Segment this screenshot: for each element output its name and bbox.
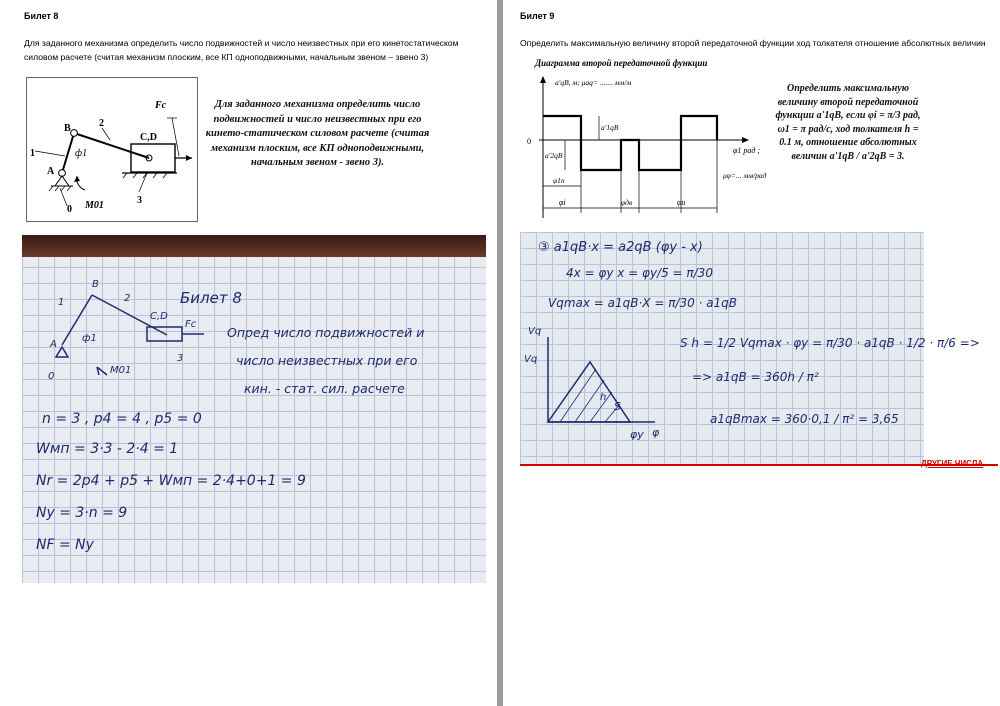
label-1: 1: [30, 148, 35, 159]
hw-sketch-label: B: [92, 279, 99, 290]
figure-side-text: Для заданного механизма определить число подвижностей и число неизвестных при его кинето-статическом силовом расчете (считая механизм плоским, все КП одноподвижными, начальным звеном - звено 3).: [205, 99, 430, 168]
hw-axis-label: S: [614, 400, 621, 413]
diagram-title: Диаграмма второй передаточной функции: [535, 58, 708, 68]
ticket-title: Билет 8: [24, 11, 59, 21]
diagram-side-text: Определить максимальную величину второй передаточной функции a'1qB, если φi = π/3 рад, ω1 = π рад/с, ход толкателя h = 0.1 м, отношение абсолютных величин a'1qB / a'2qB = 3.: [775, 83, 921, 162]
task-text: Для заданного механизма определить число подвижностей и число неизвестных при его кинетостатическом силовом расчете (считая механизм плоским, все КП одноподвижными, начальным звеном – звено 3): [24, 38, 459, 62]
diagram-phi-dw: φдв: [621, 198, 633, 207]
hw-formula: Nr = 2p4 + p5 + Wмп = 2·4+0+1 = 9: [36, 473, 306, 489]
hw-formula: n = 3 , p4 = 4 , p5 = 0: [42, 411, 202, 427]
ticket-title: Билет 9: [520, 11, 555, 21]
label-M01: M01: [85, 200, 104, 211]
hw-formula: Wмп = 3·3 - 2·4 = 1: [36, 441, 179, 457]
hw-formula: NF = Ny: [36, 537, 94, 553]
hw-sketch-label: C,D: [150, 311, 168, 322]
hw-sketch-label: Fc: [185, 319, 197, 330]
hw-axis-label: φ: [652, 426, 660, 439]
page-ticket-9: [503, 0, 1000, 706]
hw-formula: Ny = 3·n = 9: [36, 505, 128, 521]
label-phi1: ф1: [75, 148, 88, 159]
hw-sketch-label: ф1: [82, 333, 97, 344]
other-numbers-link[interactable]: ДРУГИЕ ЧИСЛА: [921, 459, 984, 468]
diagram-upper-level: a'1qB: [601, 123, 619, 132]
label-CD: C,D: [140, 132, 157, 143]
mechanism-figure: [26, 77, 198, 222]
diagram-plot: [517, 58, 777, 223]
hw-sketch-label: 0: [48, 371, 55, 382]
hw-line: кин. - стат. сил. расчете: [244, 381, 405, 396]
hw-line: 4x = φy x = φy/5 = π/30: [566, 266, 713, 280]
diagram-phi-left: φ1п: [553, 176, 565, 185]
hw-sketch-label: M01: [110, 365, 132, 376]
hw-axis-label: Vq: [528, 326, 542, 337]
label-A: A: [47, 166, 55, 177]
hw-sketch-label: 1: [58, 297, 65, 308]
handwritten-solution-photo: [22, 235, 486, 583]
label-0: 0: [67, 204, 72, 215]
label-3: 3: [137, 195, 142, 206]
diagram-x-unit: φ1 рад ;: [733, 146, 761, 155]
page-ticket-8: [0, 0, 497, 706]
hw-line: Опред число подвижностей и: [227, 325, 425, 340]
mechanism-drawing: [27, 78, 197, 221]
hw-line: Vqmax = a1qB·X = π/30 · a1qB: [548, 296, 738, 310]
hw-sketch-label: 3: [177, 353, 184, 364]
hw-line: => a1qB = 360h / π²: [692, 370, 819, 384]
hw-axis-label: Vq: [524, 354, 538, 365]
diagram-phi-u: φu: [677, 198, 686, 207]
hw-axis-label: h: [600, 392, 607, 403]
hw-header: Билет 8: [180, 289, 242, 307]
hw-sketch-label: A: [50, 339, 57, 350]
hw-line: число неизвестных при его: [236, 353, 418, 368]
hw-sketch-label: 2: [124, 293, 131, 304]
hw-line: ③ a1qB·x = a2qB (φy - x): [538, 240, 703, 255]
transfer-function-diagram: [517, 58, 777, 223]
hw-line: S h = 1/2 Vqmax · φy = π/30 · a1qB · 1/2 · π/6 =>: [680, 336, 980, 350]
diagram-zero: 0: [527, 137, 531, 146]
label-Fc: Fc: [155, 100, 167, 111]
label-2: 2: [99, 118, 104, 129]
diagram-phi-i: φi: [559, 198, 566, 207]
diagram-y-label: a'qB, м; μaq= ....... мм/м: [555, 78, 632, 87]
diagram-mu-phi: μφ=... мм/рад: [723, 171, 767, 180]
hw-axis-label: φy: [630, 428, 644, 441]
hw-line: a1qBmax = 360·0,1 / π² = 3,65: [710, 412, 899, 426]
task-text: Определить максимальную величину второй передаточной функции ход толкателя отношение абсолютных величин: [520, 38, 986, 48]
diagram-lower-level: a'2qB: [545, 151, 563, 160]
label-B: B: [64, 123, 71, 134]
